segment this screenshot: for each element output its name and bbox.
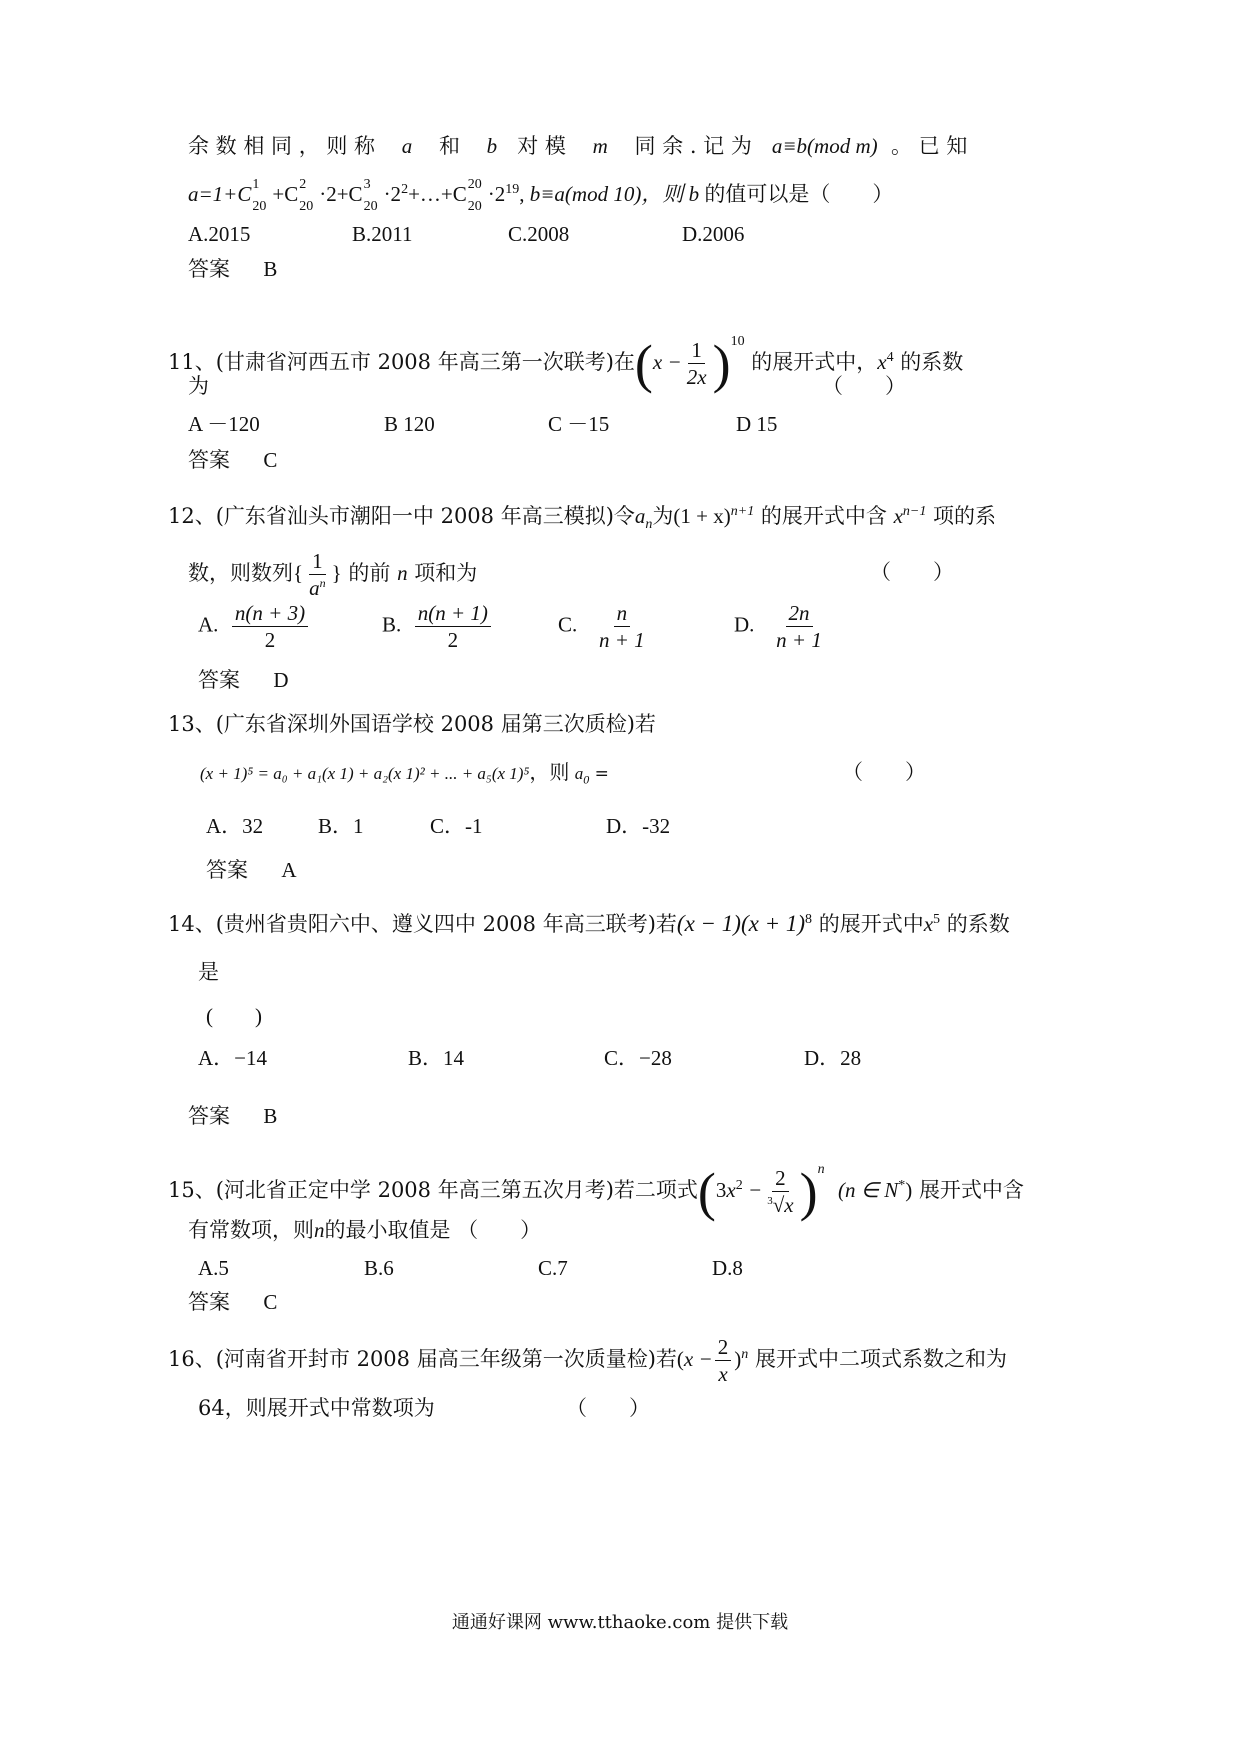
answer-label: 答案 (206, 858, 248, 882)
q11-option-d[interactable]: D 15 (736, 412, 778, 436)
q14-option-b[interactable]: B．14 (408, 1046, 465, 1070)
q13-option-d[interactable]: D．-32 (606, 814, 671, 838)
q12-option-a[interactable]: A. $\frac{n(n + 3)}{2}$ (198, 602, 311, 651)
q13-stem: 13、(广东省深圳外国语学校 2008 届第三次质检)若 (168, 712, 656, 736)
q12-stem: 12、(广东省汕头市潮阳一中 2008 年高三模拟)令$a_n$为$(1 + x)^{n+1}$ 的展开式中含 $x^{n-1}$ 项的系 (168, 504, 997, 533)
q14-option-d[interactable]: D．28 (804, 1046, 862, 1070)
q13-option-c[interactable]: C．-1 (430, 814, 483, 838)
q11-option-b[interactable]: B 120 (384, 412, 435, 436)
q16-stem: 16、(河南省开封市 2008 届高三年级第一次质量检)若(x − $\frac{2}{x}$ )$^n$ 展开式中二项式系数之和为 (168, 1334, 1007, 1386)
q13-answer (206, 856, 297, 884)
q16-answer-blank: （ ） (566, 1396, 650, 1420)
q15-option-b[interactable]: B.6 (364, 1256, 394, 1280)
q11-stem: 11、(甘肃省河西五市 2008 年高三第一次联考)在(x − $\frac{1}{2x}$ )$^{10}$ 的展开式中，$x^4$ 的系数 (168, 333, 964, 394)
q14-answer-blank: ( ) (206, 1004, 262, 1028)
answer-value: B (263, 257, 278, 281)
answer-label: 答案 (188, 1104, 230, 1128)
q15-option-d[interactable]: D.8 (712, 1256, 743, 1280)
answer-value: B (263, 1104, 278, 1128)
q14-answer (188, 1102, 277, 1130)
q15-answer (188, 1288, 277, 1316)
q13-answer-blank: （ ） (842, 760, 926, 784)
q12-answer-blank: （ ） (870, 560, 954, 584)
q10-option-b[interactable]: B.2011 (352, 222, 413, 246)
q12-option-b[interactable]: B. $\frac{n(n + 1)}{2}$ (382, 602, 494, 651)
q14-stem-line2: 是 (198, 960, 219, 984)
answer-label: 答案 (198, 668, 240, 692)
q13-option-b[interactable]: B．1 (318, 814, 364, 838)
answer-value: D (273, 668, 289, 692)
q14-option-c[interactable]: C．−28 (604, 1046, 672, 1070)
q12-option-c[interactable]: C. $\frac{n}{n + 1}$ (558, 601, 645, 653)
answer-value: A (281, 858, 297, 882)
q15-option-a[interactable]: A.5 (198, 1256, 229, 1280)
answer-value: C (263, 1290, 278, 1314)
q14-option-a[interactable]: A．−14 (198, 1046, 268, 1070)
answer-value: C (263, 448, 278, 472)
q11-stem-line2: 为 (188, 374, 209, 398)
q10-line1: 余 数 相 同 ， 则 称 a 和 b 对 模 m 同 余 . 记 为 a≡b(mod m) 。 已 知 (188, 134, 968, 158)
q11-option-a[interactable]: A －120 (188, 412, 260, 436)
page-footer: 通通好课网 www.tthaoke.com 提供下载 (451, 1612, 789, 1633)
q10-answer (188, 255, 277, 283)
q11-option-c[interactable]: C －15 (548, 412, 610, 436)
q13-option-a[interactable]: A．32 (206, 814, 264, 838)
q11-answer-blank: （ ） (822, 374, 906, 398)
answer-label: 答案 (188, 1290, 230, 1314)
q14-stem: 14、(贵州省贵阳六中、遵义四中 2008 年高三联考)若$(x - 1)(x + 1)^8$ 的展开式中$x^5$ 的系数 (168, 911, 1010, 936)
q15-option-c[interactable]: C.7 (538, 1256, 568, 1280)
q16-stem-line2: 64，则展开式中常数项为 (198, 1396, 435, 1420)
answer-label: 答案 (188, 448, 230, 472)
q15-stem: 15、(河北省正定中学 2008 年高三第五次月考)若二项式($3x^2$ − $\frac{2}{^3√x}$ )$^n$ (n ∈ N*) 展开式中含 (168, 1161, 1024, 1222)
q10-line2: a=1+C 1 20 +C 2 20 ·2+C 3 20 $\cdot 2^2+\dots+C$ 20 20 $\cdot 2^{19}$, b≡a(mod 10)，则 b 的值可以是（ ） (188, 177, 894, 214)
q13-formula: (x + 1)⁵ = a₀ + a₁(x 1) + a₂(x 1)² + ... + a₅(x 1)⁵，则 $a_0$ = (200, 760, 609, 787)
q11-answer (188, 446, 277, 474)
q10-option-c[interactable]: C.2008 (508, 222, 570, 246)
q12-option-d[interactable]: D. $\frac{2n}{n + 1}$ (734, 601, 822, 653)
q12-answer (198, 666, 289, 694)
q15-stem-line2: 有常数项，则n的最小取值是 （ ） (188, 1218, 542, 1242)
answer-label: 答案 (188, 257, 230, 281)
q12-stem-line2: 数，则数列{ $\frac{1}{a^n}$ } 的前 n 项和为 (188, 548, 478, 600)
q10-option-d[interactable]: D.2006 (682, 222, 745, 246)
q10-option-a[interactable]: A.2015 (188, 222, 251, 246)
